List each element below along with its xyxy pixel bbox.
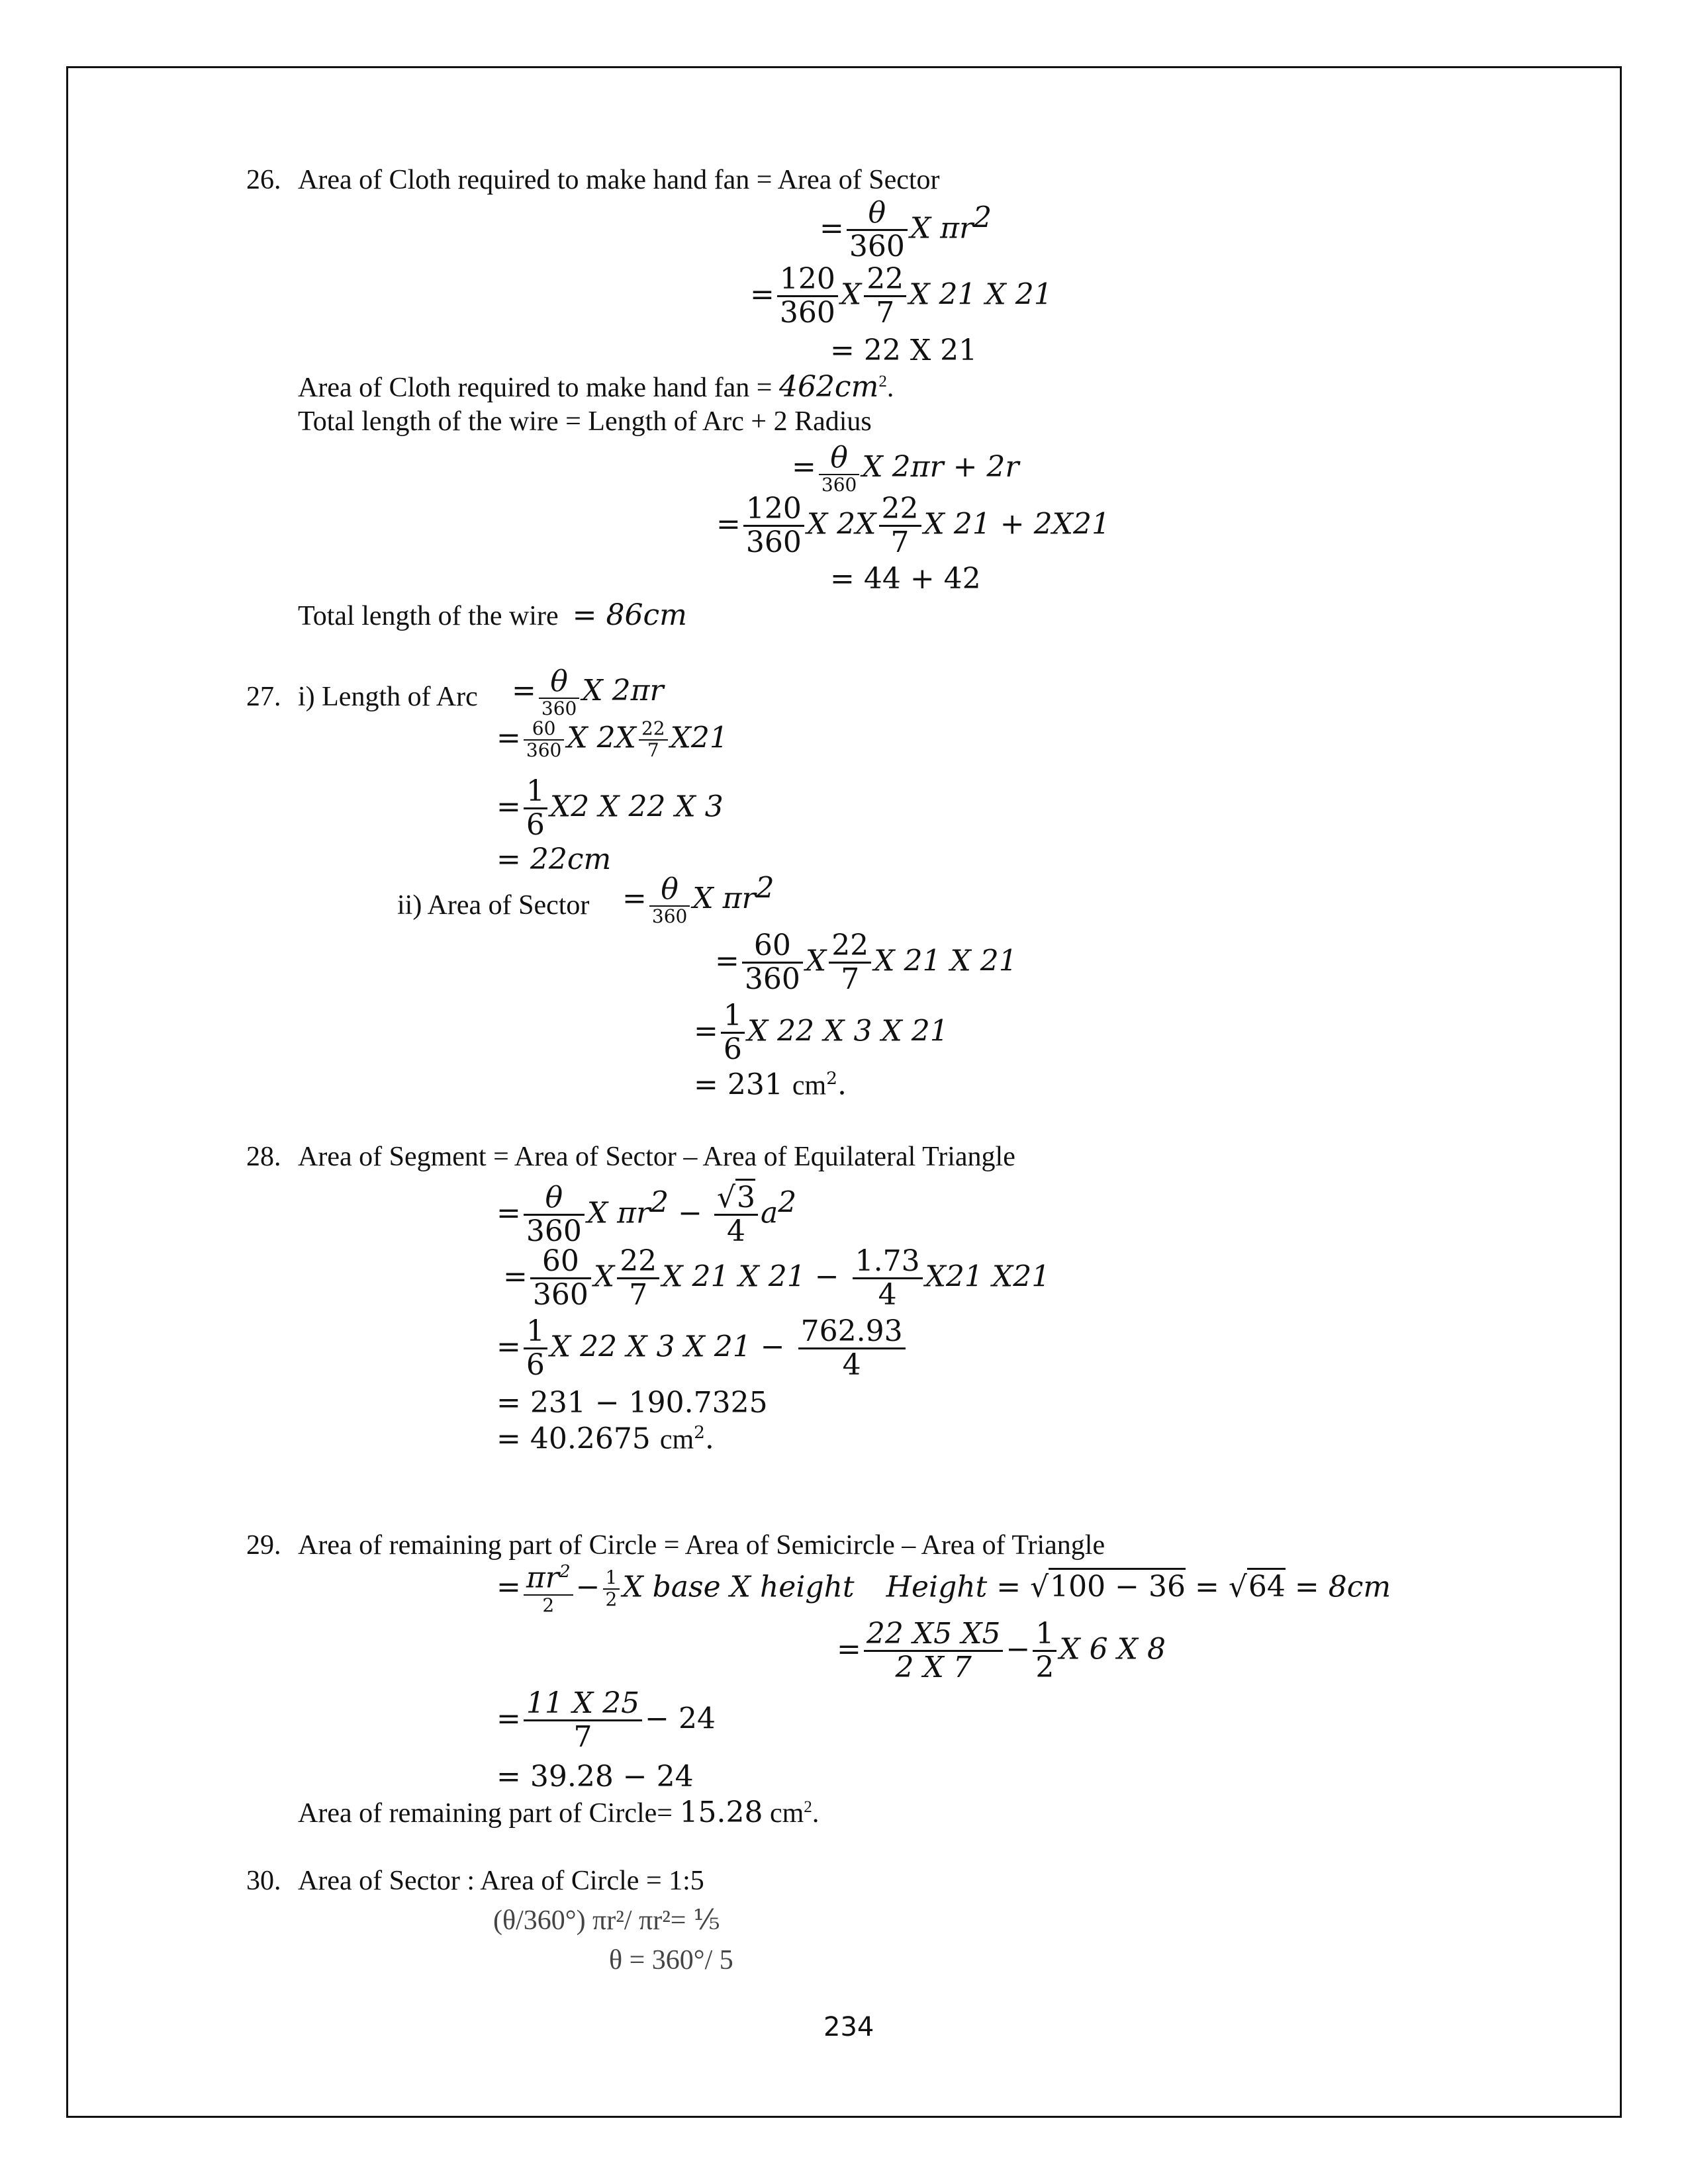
q29-r3: = $\frac{11 X 25}{7}$ − 24 xyxy=(496,1686,716,1754)
q27-a2: = $\frac{60}{360}$ X $\frac{22}{7}$ X 21 X 21 xyxy=(715,929,1017,997)
q26-heading: Area of Cloth required to make hand fan = Area of Sector xyxy=(298,165,940,195)
q28-s3: = $\frac{1}{6}$ X 22 X 3 X 21 − $\frac{762.93}{4}$ xyxy=(496,1316,908,1382)
q26-step2: = $\frac{120}{360}$ X $\frac{22}{7}$ X 21 X 21 xyxy=(750,262,1053,330)
q28-s2: = $\frac{60}{360}$ X $\frac{22}{7}$ X 21 X 21 − $\frac{1.73}{4}$ X21 X21 xyxy=(503,1244,1051,1312)
q28-s1: = $\frac{\theta}{360}$ X $\pi r^2$ − $\frac{√3}{4}$ $a^2$ xyxy=(496,1182,796,1248)
page-number: 234 xyxy=(823,2012,874,2042)
q26-wire1: = θ 360 X 2πr + 2r xyxy=(792,441,1019,496)
q26-step3: = 22 X 21 xyxy=(830,334,978,367)
q27-number: 27. xyxy=(246,682,281,712)
q28-s4: = 231 − 190.7325 xyxy=(496,1386,768,1420)
q27-part1-label: i) Length of Arc xyxy=(298,682,478,712)
q30-number: 30. xyxy=(246,1866,281,1896)
q29-r2: = $\frac{22 X5 X5}{2 X 7}$ − $\frac{1}{2}$ X 6 X 8 xyxy=(837,1617,1166,1685)
q29-result: Area of remaining part of Circle= 15.28 $cm^2$. xyxy=(298,1796,820,1829)
q28-s5: = 40.2675 $cm^2$. xyxy=(496,1422,714,1456)
q26-wire3: = 44 + 42 xyxy=(830,562,981,596)
q30-line2: θ = 360°/ 5 xyxy=(609,1945,733,1976)
q26-wire-heading: Total length of the wire = Length of Arc + 2 Radius xyxy=(298,406,872,437)
q29-number: 29. xyxy=(246,1530,281,1561)
q27-l2: = $\frac{60}{360}$ X 2X $\frac{22}{7}$ X21 xyxy=(496,717,728,761)
q26-number: 26. xyxy=(246,165,281,195)
q28-heading: Area of Segment = Area of Sector – Area of Equilateral Triangle xyxy=(298,1142,1015,1172)
q30-line1: (θ/360°) πr²/ πr²= ⅕ xyxy=(493,1905,720,1936)
q26-result: Area of Cloth required to make hand fan = $462cm^2$. xyxy=(298,370,894,404)
q29-r4: = 39.28 − 24 xyxy=(496,1760,694,1794)
q26-wire-result: Total length of the wire = 86cm xyxy=(298,598,687,632)
q27-l3: = $\frac{1}{6}$ X2 X 22 X 3 xyxy=(496,774,724,842)
q30-heading: Area of Sector : Area of Circle = 1:5 xyxy=(298,1866,704,1896)
q26-wire2: = $\frac{120}{360}$ X 2X $\frac{22}{7}$ X 21 + 2X21 xyxy=(716,492,1110,560)
q27-a1: = θ 360 X $\pi r^2$ xyxy=(622,871,774,928)
q29-heading: Area of remaining part of Circle = Area of Semicircle – Area of Triangle xyxy=(298,1530,1105,1561)
q27-a3: = $\frac{1}{6}$ X 22 X 3 X 21 xyxy=(694,999,949,1067)
q28-number: 28. xyxy=(246,1142,281,1172)
q27-part2-label: ii) Area of Sector xyxy=(397,890,590,921)
q29-r1: = $\pi r^2$ 2 − $\frac{1}{2}$ X base X height Height = √100 − 36 = √64 = 8cm xyxy=(496,1561,1391,1617)
q27-a4: = 231 $cm^2$. xyxy=(694,1068,847,1102)
q27-l1: = θ 360 X 2πr xyxy=(512,664,664,720)
q26-step1: = $\frac{\theta}{360}$ X $\pi r^2$ xyxy=(820,196,992,264)
q27-l4: = 22cm xyxy=(496,842,612,876)
